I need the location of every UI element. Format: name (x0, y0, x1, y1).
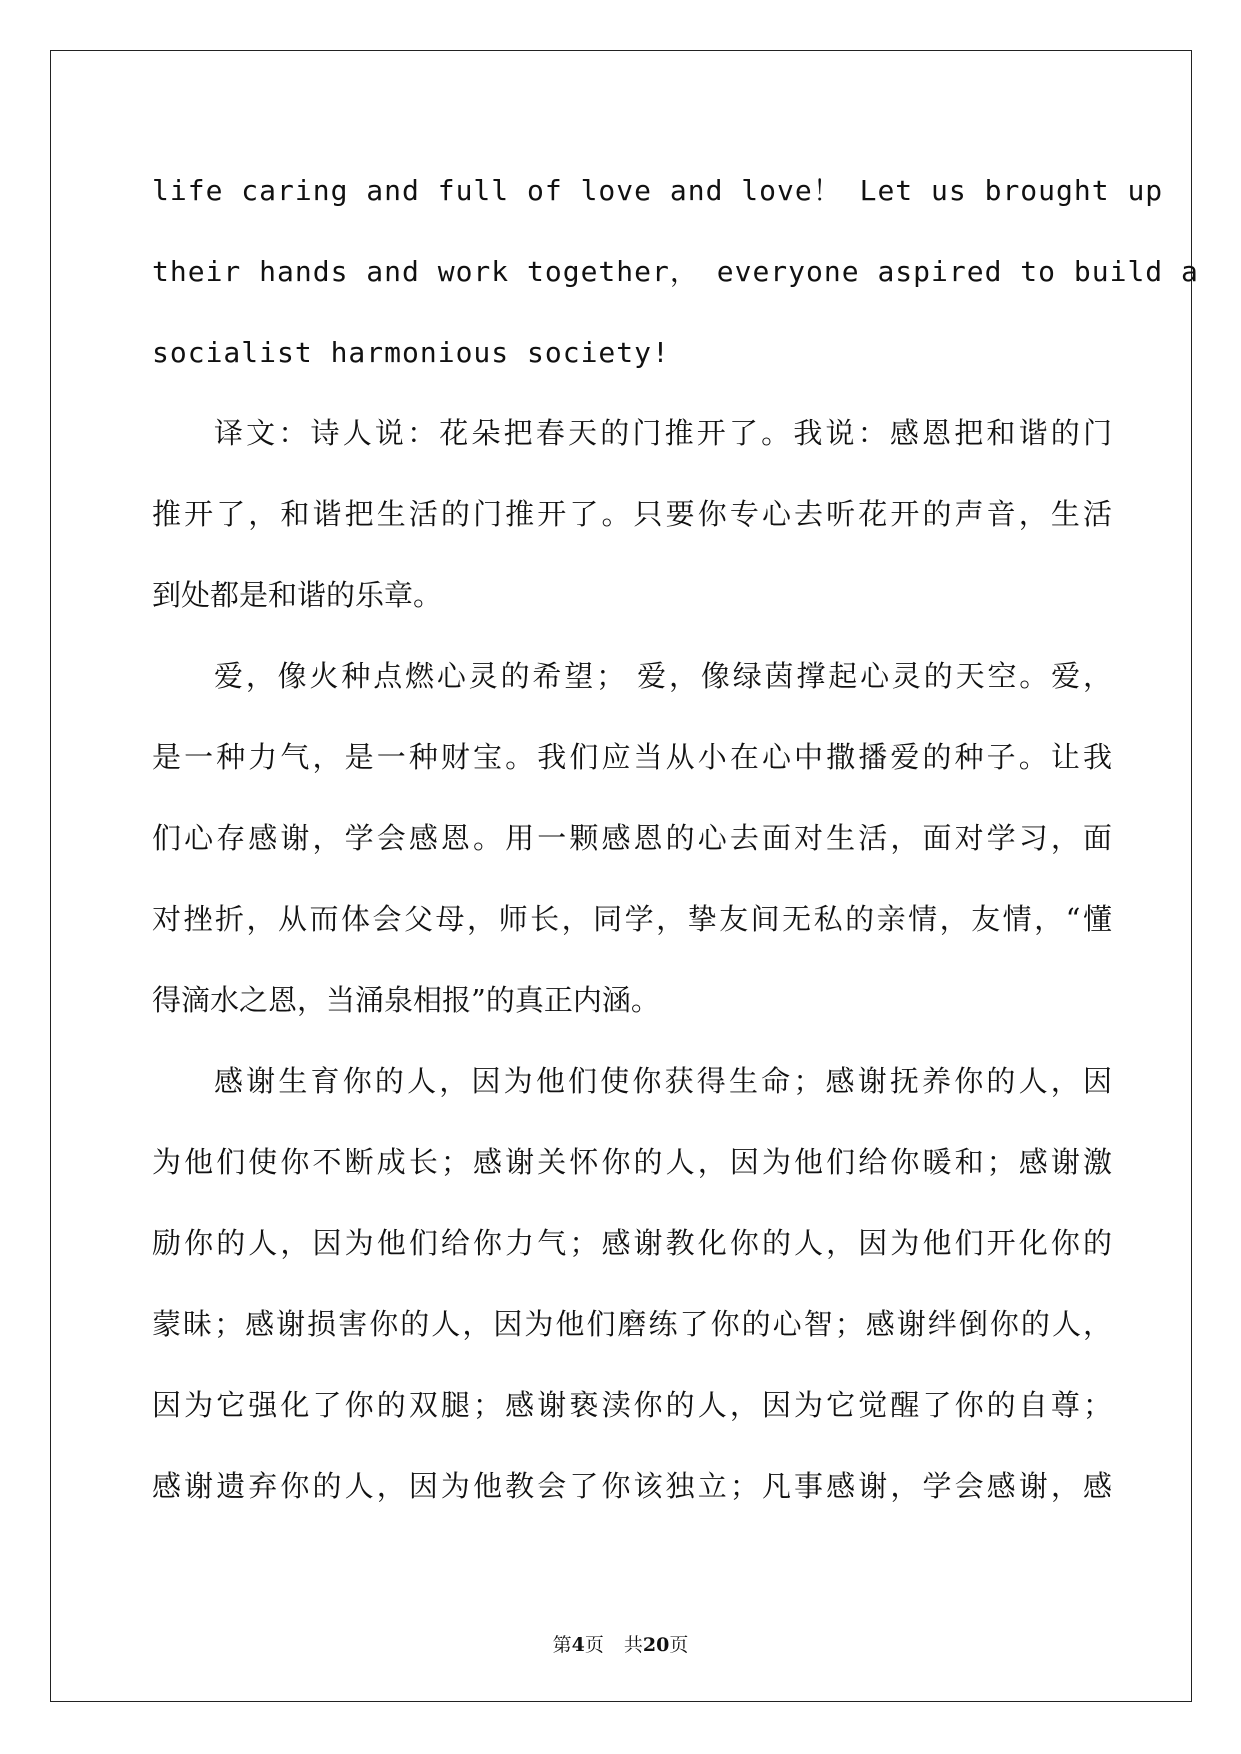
text-line: socialist harmonious society! (152, 336, 670, 369)
text-line: 译文：诗人说：花朵把春天的门推开了。我说：感恩把和谐的门 (214, 416, 1112, 450)
text-line: 到处都是和谐的乐章。 (152, 578, 443, 612)
total-pages-prefix: 共 (623, 1634, 643, 1656)
text-line: 因为它强化了你的双腿；感谢亵渎你的人，因为它觉醒了你的自尊； (152, 1388, 1112, 1422)
paragraph-english-ending (152, 150, 1199, 393)
text-line: life caring and full of love and love！ Let us brought up (152, 174, 1164, 207)
paragraph-translation (152, 393, 1112, 636)
text-line: 为他们使你不断成长；感谢关怀你的人，因为他们给你暖和；感谢激 (152, 1145, 1112, 1179)
text-line: 们心存感谢，学会感恩。用一颗感恩的心去面对生活，面对学习，面 (152, 821, 1112, 855)
text-line: 蒙昧；感谢损害你的人，因为他们磨练了你的心智；感谢绊倒你的人， (152, 1307, 1112, 1341)
text-line: 推开了，和谐把生活的门推开了。只要你专心去听花开的声音，生活 (152, 497, 1112, 531)
paragraph-love (152, 636, 1112, 1041)
text-line: 感谢遗弃你的人，因为他教会了你该独立；凡事感谢，学会感谢，感 (152, 1469, 1112, 1503)
text-line: 得滴水之恩，当涌泉相报”的真正内涵。 (152, 983, 660, 1017)
total-pages: 20 (642, 1634, 670, 1656)
page-number: 4 (571, 1634, 585, 1656)
text-line: 是一种力气，是一种财宝。我们应当从小在心中撒播爱的种子。让我 (152, 740, 1112, 774)
text-line: their hands and work together， everyone aspired to build a (152, 255, 1199, 288)
paragraph-gratitude (152, 1041, 1112, 1527)
text-line: 感谢生育你的人，因为他们使你获得生命；感谢抚养你的人，因 (214, 1064, 1112, 1098)
total-pages-suffix: 页 (669, 1634, 689, 1656)
text-line: 励你的人，因为他们给你力气；感谢教化你的人，因为他们开化你的 (152, 1226, 1112, 1260)
page-number-prefix: 第 (552, 1634, 572, 1656)
text-line: 爱，像火种点燃心灵的希望； 爱，像绿茵撑起心灵的天空。爱， (214, 659, 1112, 693)
document-body (152, 150, 1199, 1527)
page-number-suffix: 页 (584, 1634, 604, 1656)
page-footer (0, 1630, 1241, 1657)
text-line: 对挫折，从而体会父母，师长，同学，挚友间无私的亲情，友情，“懂 (152, 902, 1112, 936)
